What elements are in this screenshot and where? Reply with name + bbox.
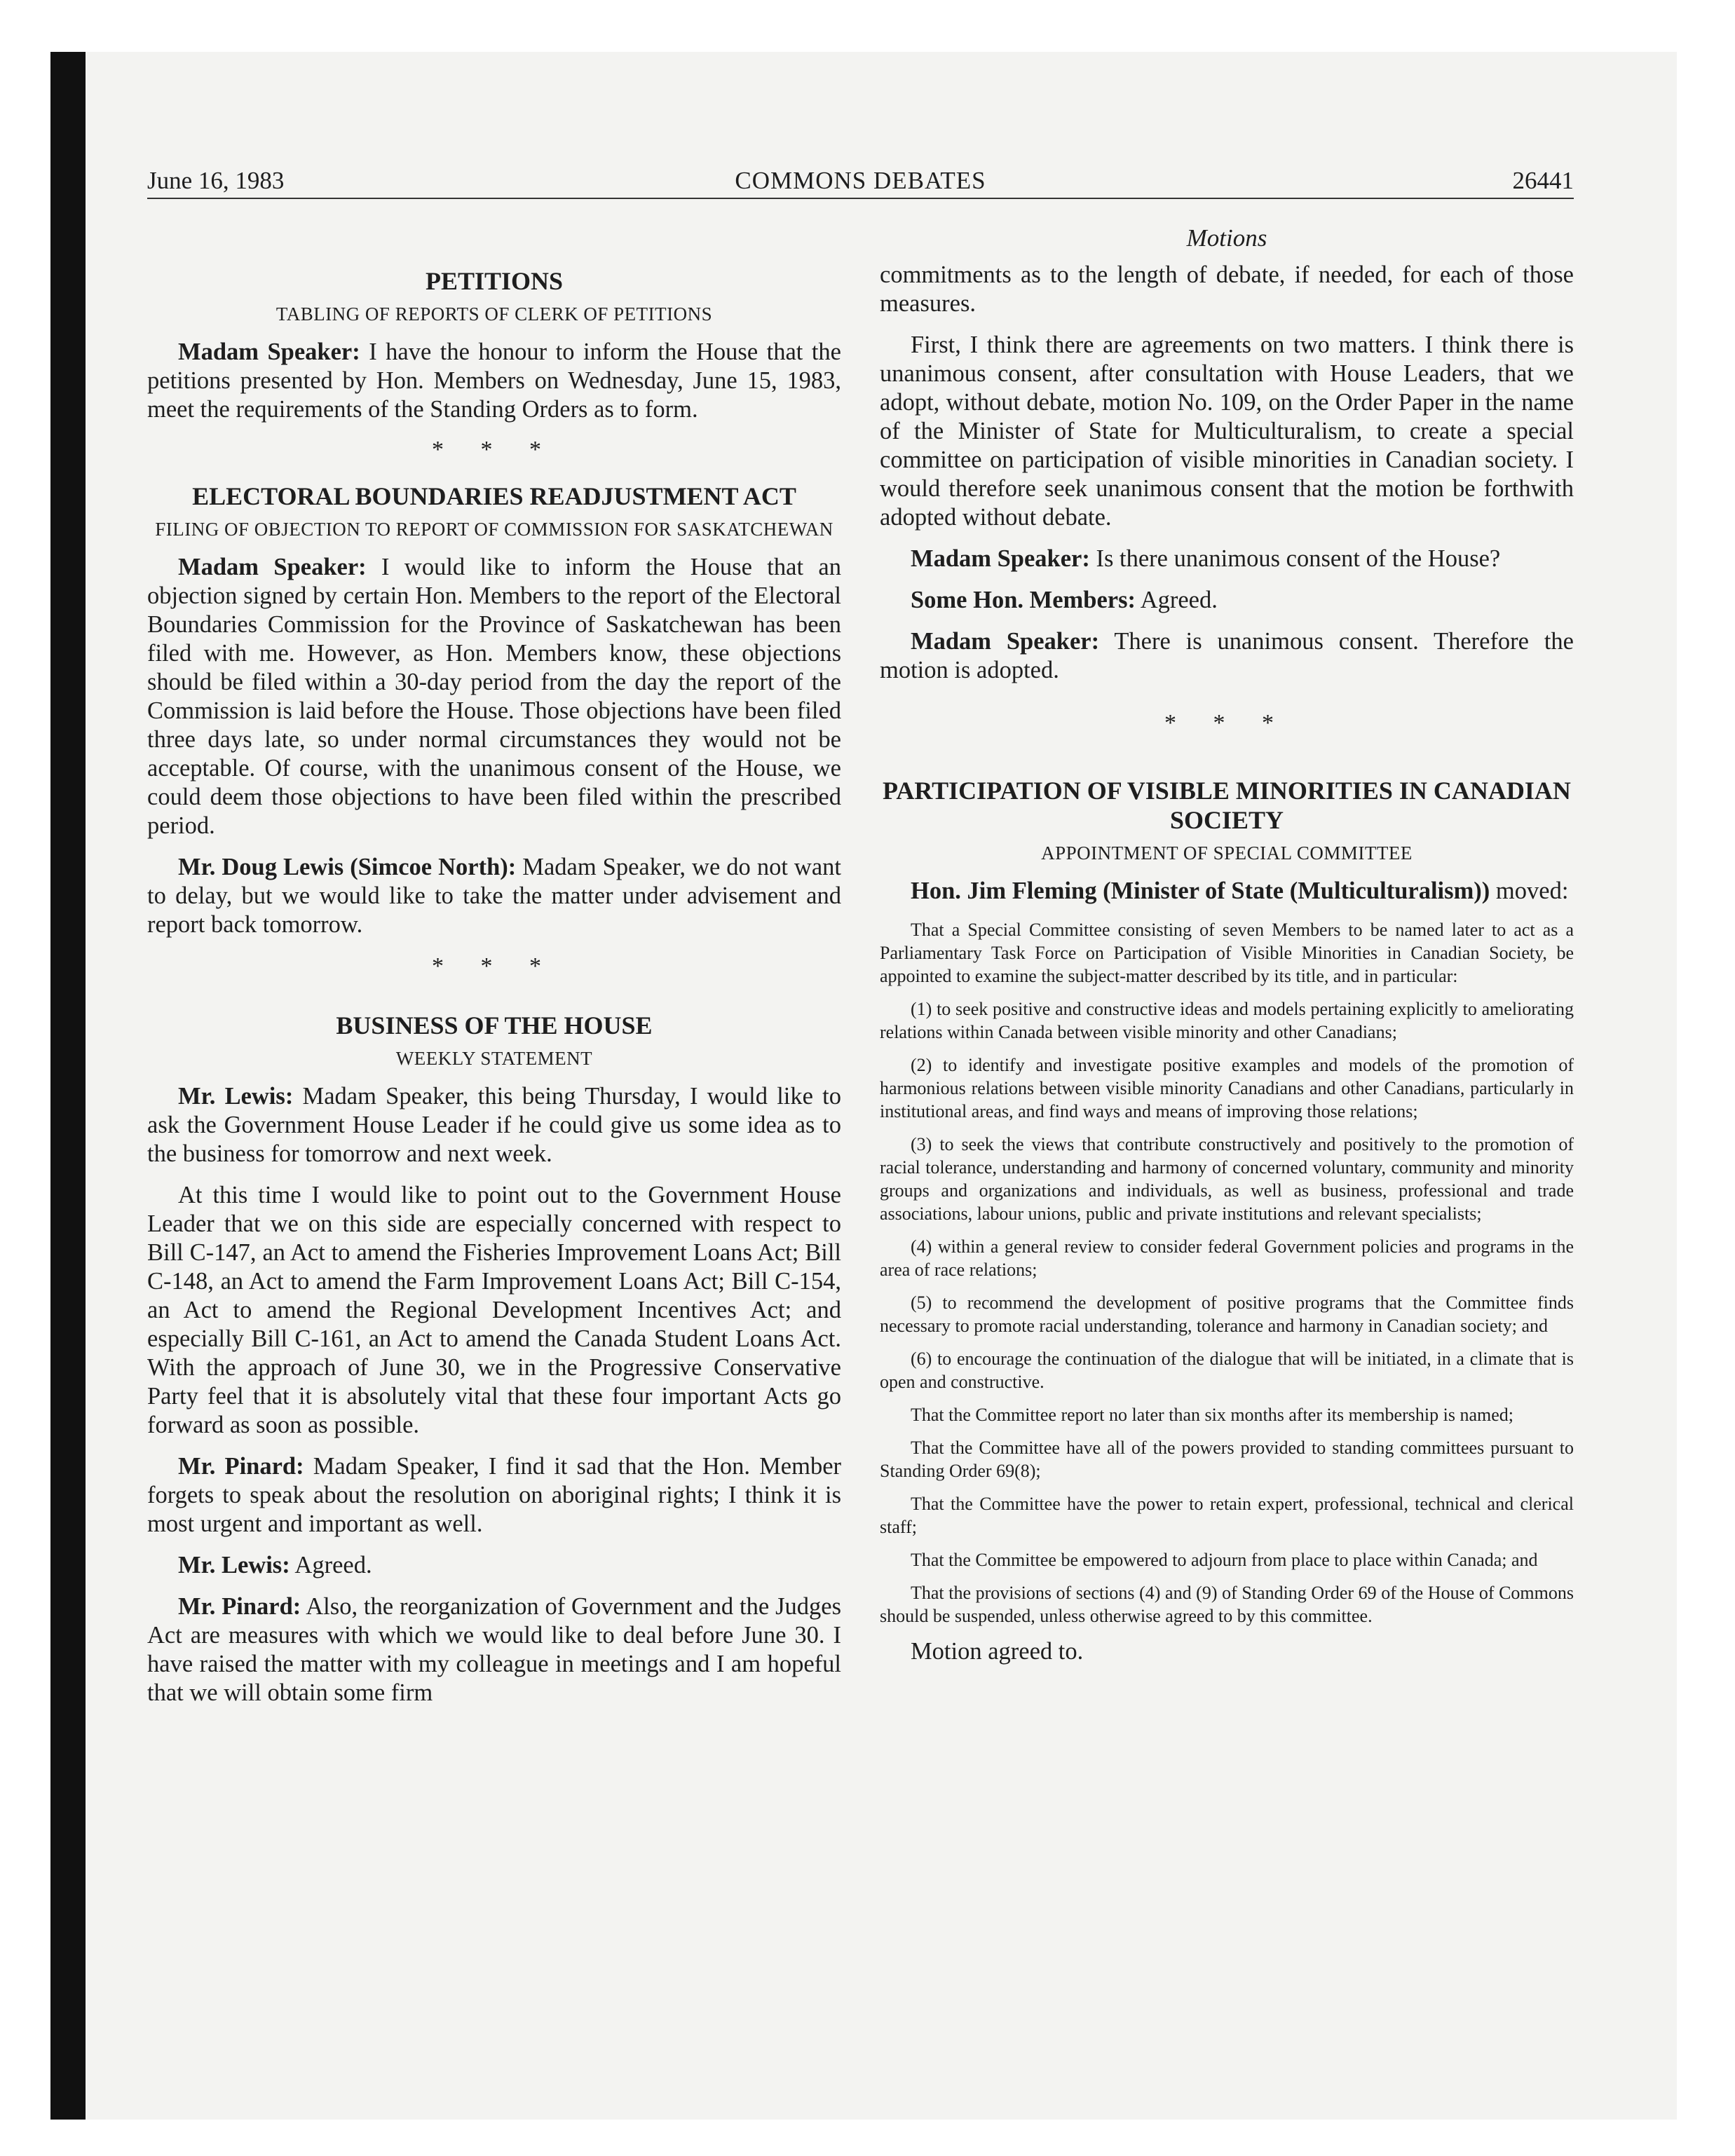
paragraph: [147, 1592, 841, 1707]
motion-text: That a Special Committee consisting of seven Members to be named later to act as a Parliamentary Task Force on Participation of Visible Minorities in Canadian Society, be appointed to examine the subject-matter described by its title, and in particular:: [880, 920, 1574, 986]
paragraph: [880, 545, 1574, 573]
section-title-business: BUSINESS OF THE HOUSE: [336, 1011, 653, 1039]
left-column: [147, 266, 841, 1720]
motion-result: Motion agreed to.: [911, 1638, 1084, 1665]
paragraph: At this time I would like to point out to the Government House Leader that we on this side are especially concerned with respect to Bill C-147, an Act to amend the Fisheries Improvement Loans Act; Bill C-148, an Act to amend the Farm Improvement Loans Act; Bill C-154, an Act to amend the Regional Development Incentives Act; and especially Bill C-161, an Act to amend the Canada Student Loans Act. With the approach of June 30, we in the Progressive Conservative Party feel that it is absolutely vital that these four important Acts go forward as soon as possible.: [147, 1182, 841, 1438]
section-subtitle-electoral: FILING OF OBJECTION TO REPORT OF COMMISSION FOR SASKATCHEWAN: [155, 519, 834, 540]
speaker-name: Mr. Pinard:: [178, 1593, 301, 1620]
running-head: Motions: [1186, 224, 1267, 252]
paragraph: [147, 1551, 841, 1580]
speech-text: There is unanimous consent. Therefore the motion is adopted.: [880, 628, 1574, 683]
motion-clause: That the Committee be empowered to adjourn from place to place within Canada; and: [911, 1550, 1538, 1570]
section-subtitle-participation: APPOINTMENT OF SPECIAL COMMITTEE: [1041, 842, 1413, 864]
paragraph: [147, 338, 841, 424]
speech-text: Is there unanimous consent of the House?: [1089, 545, 1501, 572]
speaker-name: Mr. Lewis:: [178, 1083, 294, 1110]
section-title-petitions: PETITIONS: [425, 267, 564, 295]
speech-text: Madam Speaker, we do not want to delay, but we would like to take the matter under advisement and report back tomorrow.: [147, 854, 841, 938]
document-page: [147, 167, 1574, 1706]
speech-text: Agreed.: [1135, 587, 1218, 613]
speaker-name: Hon. Jim Fleming (Minister of State (Multiculturalism)): [911, 878, 1490, 904]
section-subtitle-petitions: TABLING OF REPORTS OF CLERK OF PETITIONS: [275, 303, 713, 325]
right-column: [880, 224, 1574, 1679]
paragraph: [880, 877, 1574, 906]
motion-item: (5) to recommend the development of positive programs that the Committee finds necessary to promote racial understanding, tolerance and harmony in Canadian society; and: [880, 1292, 1574, 1336]
motion-clause: That the Committee report no later than six months after its membership is named;: [911, 1405, 1513, 1425]
section-separator: * * *: [1164, 710, 1289, 736]
motion-item: (6) to encourage the continuation of the dialogue that will be initiated, in a climate that is open and constructive.: [880, 1349, 1574, 1392]
paragraph: [147, 853, 841, 939]
speech-text: I have the honour to inform the House that the petitions presented by Hon. Members on Wednesday, June 15, 1983, meet the requirements of the Standing Orders as to form.: [147, 339, 841, 423]
section-title-participation: PARTICIPATION OF VISIBLE MINORITIES IN CANADIAN SOCIETY: [883, 777, 1571, 834]
motion-item: (3) to seek the views that contribute constructively and positively to the promotion of racial tolerance, understanding and harmony of concerned voluntary, community and minority groups and organizations and individuals, as well as business, professional and trade associations, labour unions, public and private institutions and relevant specialists;: [880, 1134, 1574, 1224]
speaker-name: Madam Speaker:: [178, 339, 360, 365]
speaker-name: Madam Speaker:: [911, 545, 1090, 572]
paragraph: [147, 1082, 841, 1168]
header-date: June 16, 1983: [147, 167, 285, 194]
speech-text: Madam Speaker, this being Thursday, I would like to ask the Government House Leader if he could give us some idea as to the business for tomorrow and next week.: [147, 1083, 842, 1167]
speaker-name: Some Hon. Members:: [911, 587, 1136, 613]
section-title-electoral: ELECTORAL BOUNDARIES READJUSTMENT ACT: [192, 482, 796, 510]
motion-item: (4) within a general review to consider federal Government policies and programs in the area of race relations;: [880, 1236, 1574, 1280]
speaker-name: Mr. Lewis:: [178, 1552, 290, 1578]
section-separator: * * *: [432, 437, 557, 463]
paragraph: [147, 1452, 841, 1538]
motion-clause: That the Committee have all of the powers provided to standing committees pursuant to Standing Order 69(8);: [880, 1438, 1574, 1481]
scan-edge-bar: [50, 52, 86, 2120]
paragraph: [147, 553, 841, 840]
speech-text: Madam Speaker, I find it sad that the Hon. Member forgets to speak about the resolution on aboriginal rights; I think it is most urgent and important as well.: [147, 1453, 842, 1537]
motion-item: (2) to identify and investigate positive examples and models of the promotion of harmonious relations between visible minority Canadians and other Canadians, particularly in institutional areas, and find ways and means of improving those relations;: [880, 1055, 1574, 1121]
speaker-name: Mr. Pinard:: [178, 1453, 304, 1480]
paragraph: [880, 586, 1574, 615]
header-title: COMMONS DEBATES: [735, 167, 986, 194]
speaker-name: Madam Speaker:: [178, 554, 367, 580]
speech-text: moved:: [1490, 878, 1569, 904]
section-subtitle-business: WEEKLY STATEMENT: [395, 1048, 593, 1069]
speech-text: Agreed.: [290, 1552, 372, 1578]
speech-text: Also, the reorganization of Government and the Judges Act are measures with which we would like to deal before June 30. I have raised the matter with my colleague in meetings and I am hopeful that we will obtain some firm: [147, 1593, 841, 1706]
motion-clause: That the Committee have the power to retain expert, professional, technical and clerical staff;: [880, 1494, 1574, 1537]
paragraph: commitments as to the length of debate, if needed, for each of those measures.: [880, 261, 1574, 317]
speaker-name: Mr. Doug Lewis (Simcoe North):: [178, 854, 517, 880]
motion-item: (1) to seek positive and constructive ideas and models pertaining explicitly to ameliorating relations within Canada between visible minority and other Canadians;: [880, 999, 1574, 1042]
motion-clause: That the provisions of sections (4) and (9) of Standing Order 69 of the House of Commons should be suspended, unless otherwise agreed to by this committee.: [880, 1583, 1574, 1626]
speaker-name: Madam Speaker:: [911, 628, 1100, 655]
section-separator: * * *: [432, 953, 557, 979]
speech-text: I would like to inform the House that an objection signed by certain Hon. Members to the report of the Electoral Boundaries Commission for the Province of Saskatchewan has been filed with me. However, as Hon. Members know, these objections should be filed within a 30-day period from the day the report of the Commission is laid before the House. Those objections have been filed three days late, so under normal circumstances they would not be acceptable. Of course, with the unanimous consent of the House, we could deem those objections to have been filed within the prescribed period.: [147, 554, 841, 839]
paragraph: [880, 627, 1574, 685]
paragraph: First, I think there are agreements on two matters. I think there is unanimous consent, after consultation with House Leaders, that we adopt, without debate, motion No. 109, on the Order Paper in the name of the Minister of State for Multiculturalism, to create a special committee on participation of visible minorities in Canadian society. I would therefore seek unanimous consent that the motion be forthwith adopted without debate.: [880, 332, 1574, 531]
page-header: [147, 167, 1574, 199]
header-page-number: 26441: [1512, 167, 1574, 194]
